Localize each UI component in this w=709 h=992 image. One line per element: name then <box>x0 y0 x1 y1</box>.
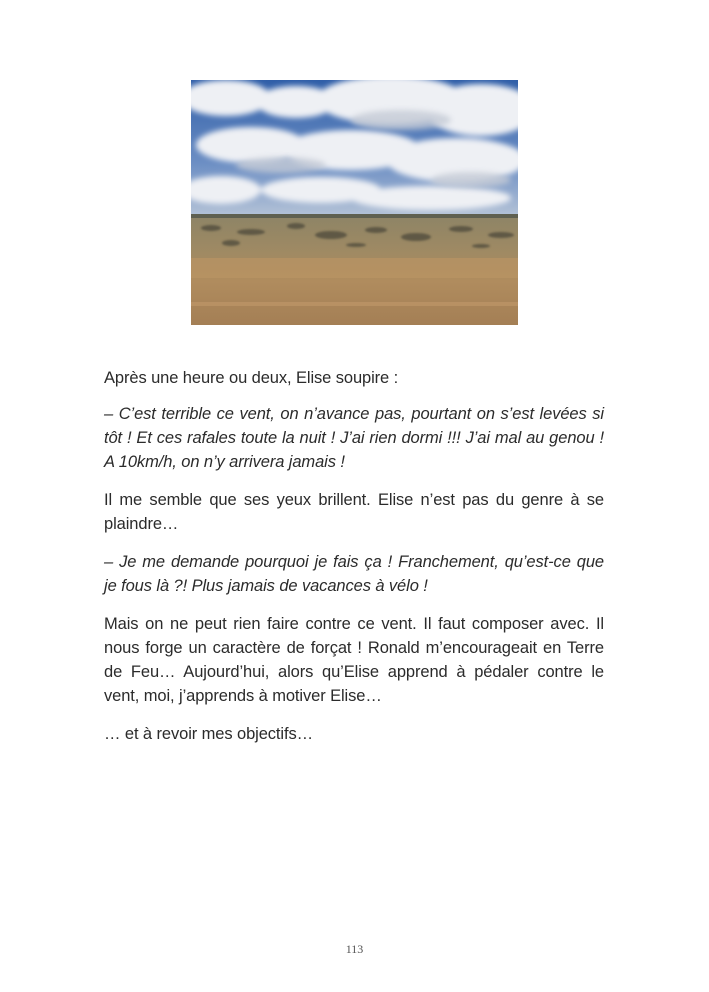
paragraph: … et à revoir mes objectifs… <box>104 725 314 743</box>
page-number: 113 <box>345 942 364 956</box>
paragraph-dialogue: – C’est terrible ce vent, on n’avance pas, pourtant on s’est levées si tôt ! Et ces rafales toute la nuit ! J’ai rien dormi !!! J’ai mal au genou ! A 10km/h, on n’y arrivera jamais ! <box>104 405 604 471</box>
paragraph: Il me semble que ses yeux brillent. Elise n’est pas du genre à se plaindre… <box>104 491 604 533</box>
paragraph: Mais on ne peut rien faire contre ce vent. Il faut composer avec. Il nous forge un caractère de forçat ! Ronald m’encourageait en Terre de Feu… Aujourd’hui, alors qu’Elise apprend à pédaler contre le vent, moi, j’apprends à motiver Elise… <box>104 615 604 705</box>
landscape-photo <box>191 80 518 325</box>
paragraph: Après une heure ou deux, Elise soupire : <box>104 369 399 387</box>
body-text <box>104 366 604 760</box>
paragraph-dialogue: – Je me demande pourquoi je fais ça ! Franchement, qu’est-ce que je fous là ?! Plus jamais de vacances à vélo ! <box>104 553 604 595</box>
